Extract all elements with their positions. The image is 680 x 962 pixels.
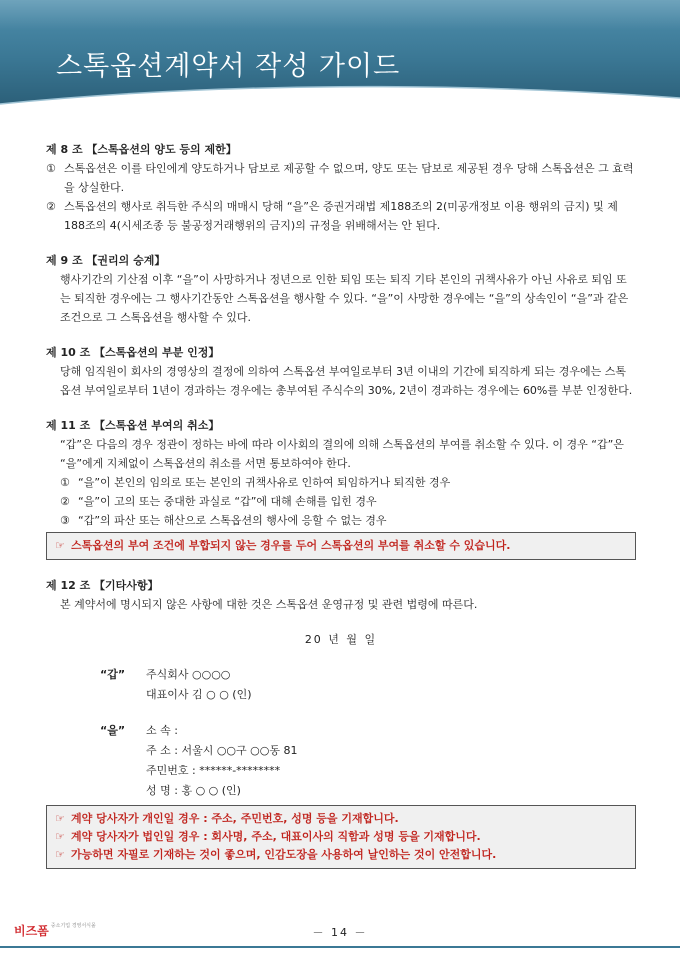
clause-item [46, 197, 636, 235]
article-intro: “갑”은 다음의 경우 정관이 정하는 바에 따라 이사회의 결의에 의해 스톡옵션의 부여를 취소할 수 있다. 이 경우 “갑”은 “을”에게 지체없이 스톡옵션의 취소를 서면 통보하여야 한다. [60, 438, 624, 470]
party-a-ceo: 대표이사 김 ○ ○ (인) [146, 688, 252, 701]
party-b-label: “을” [100, 724, 126, 737]
banner-wave [0, 78, 680, 118]
party-b-address: 주 소 : 서울시 ○○구 ○○동 81 [146, 744, 298, 757]
article-text: 행사기간의 기산점 이후 “을”이 사망하거나 정년으로 인한 퇴임 또는 퇴직 기타 본인의 귀책사유가 아닌 사유로 퇴임 또는 퇴직한 경우에는 그 행사기간동안 스톡옵션을 행사할 수 있다. “을”이 사망한 경우에는 “을”의 상속인이 “을”과 같은 조건으로 그 스톡옵션을 행사할 수 있다. [60, 273, 629, 324]
article-text: 본 계약서에 명시되지 않은 사항에 대한 것은 스톡옵션 운영규정 및 관련 법령에 따른다. [60, 598, 478, 611]
article-title: 제 10 조 【스톡옵션의 부분 인정】 [46, 346, 220, 359]
banner-shine [0, 0, 680, 30]
clause-number: ③ [60, 514, 70, 527]
page-number: － 14 － [312, 926, 368, 939]
pointing-hand-icon: ☞ [55, 830, 65, 843]
clause-number: ① [60, 476, 70, 489]
article-title: 제 11 조 【스톡옵션 부여의 취소】 [46, 419, 220, 432]
clause-text: “을”이 고의 또는 중대한 과실로 “갑”에 대해 손해를 입힌 경우 [78, 495, 377, 508]
page-title: 스톡옵션계약서 작성 가이드 [56, 51, 401, 82]
guide-note: 가능하면 자필로 기재하는 것이 좋으며, 인감도장을 사용하여 날인하는 것이 안전합니다. [71, 848, 497, 861]
guide-note-line [55, 828, 627, 846]
logo-text: 비즈폼 [14, 924, 49, 938]
party-a-company: 주식회사 ○○○○ [146, 668, 231, 681]
party-b-block [46, 721, 636, 801]
guide-note: 스톡옵션의 부여 조건에 부합되지 않는 경우를 두어 스톡옵션의 부여를 취소할 수 있습니다. [71, 539, 511, 552]
party-a-block [46, 665, 636, 705]
clause-text: 스톡옵션은 이를 타인에게 양도하거나 담보로 제공할 수 없으며, 양도 또는 담보로 제공된 경우 당해 스톡옵션은 그 효력을 상실한다. [64, 162, 634, 194]
clause-text: “을”이 본인의 임의로 또는 본인의 귀책사유로 인하여 퇴임하거나 퇴직한 경우 [78, 476, 451, 489]
clause-text: “갑”의 파산 또는 해산으로 스톡옵션의 행사에 응할 수 없는 경우 [78, 514, 387, 527]
footer-divider [0, 946, 680, 948]
party-b-dept: 소 속 : [146, 724, 178, 737]
clause-item [60, 492, 636, 511]
header-banner [0, 0, 680, 104]
guide-note-box [46, 532, 636, 560]
article-11 [46, 416, 636, 560]
article-title: 제 8 조 【스톡옵션의 양도 등의 제한】 [46, 143, 237, 156]
article-text: 당해 임직원이 회사의 경영상의 결정에 의하여 스톡옵션 부여일로부터 3년 이내의 기간에 퇴직하게 되는 경우에는 스톡옵션 부여일로부터 1년이 경과하는 경우에는 총부여된 주식수의 30%, 2년이 경과하는 경우에는 60%를 부분 인정한다. [60, 365, 633, 397]
contract-date: 20 년 월 일 [304, 633, 378, 646]
clause-number: ② [60, 495, 70, 508]
guide-note: 계약 당사자가 개인일 경우 : 주소, 주민번호, 성명 등을 기재합니다. [71, 812, 399, 825]
article-title: 제 9 조 【권리의 승계】 [46, 254, 166, 267]
logo-subtext: 중소기업 경영서식몰 [50, 923, 96, 929]
article-8 [46, 140, 636, 235]
guide-note-line [55, 810, 627, 828]
document-body [46, 140, 636, 869]
article-9 [46, 251, 636, 327]
clause-number: ① [46, 162, 56, 175]
clause-item [46, 159, 636, 197]
clause-item [60, 473, 636, 492]
pointing-hand-icon: ☞ [55, 812, 65, 825]
guide-note: 계약 당사자가 법인일 경우 : 회사명, 주소, 대표이사의 직함과 성명 등을 기재합니다. [71, 830, 481, 843]
pointing-hand-icon: ☞ [55, 848, 65, 861]
pointing-hand-icon: ☞ [55, 539, 65, 552]
party-a-label: “갑” [100, 668, 126, 681]
party-b-id-number: 주민번호 : ******-******** [146, 764, 281, 777]
signature-guide-box [46, 805, 636, 869]
article-12 [46, 576, 636, 614]
party-b-name: 성 명 : 홍 ○ ○ (인) [146, 784, 241, 797]
guide-note-line [55, 846, 627, 864]
clause-number: ② [46, 200, 56, 213]
article-title: 제 12 조 【기타사항】 [46, 579, 159, 592]
article-10 [46, 343, 636, 400]
clause-text: 스톡옵션의 행사로 취득한 주식의 매매시 당해 “을”은 증권거래법 제188조의 2(미공개정보 이용 행위의 금지) 및 제188조의 4(시세조종 등 불공정거래행위의 금지)의 규정을 위배해서는 안 된다. [64, 200, 618, 232]
clause-item [60, 511, 636, 530]
